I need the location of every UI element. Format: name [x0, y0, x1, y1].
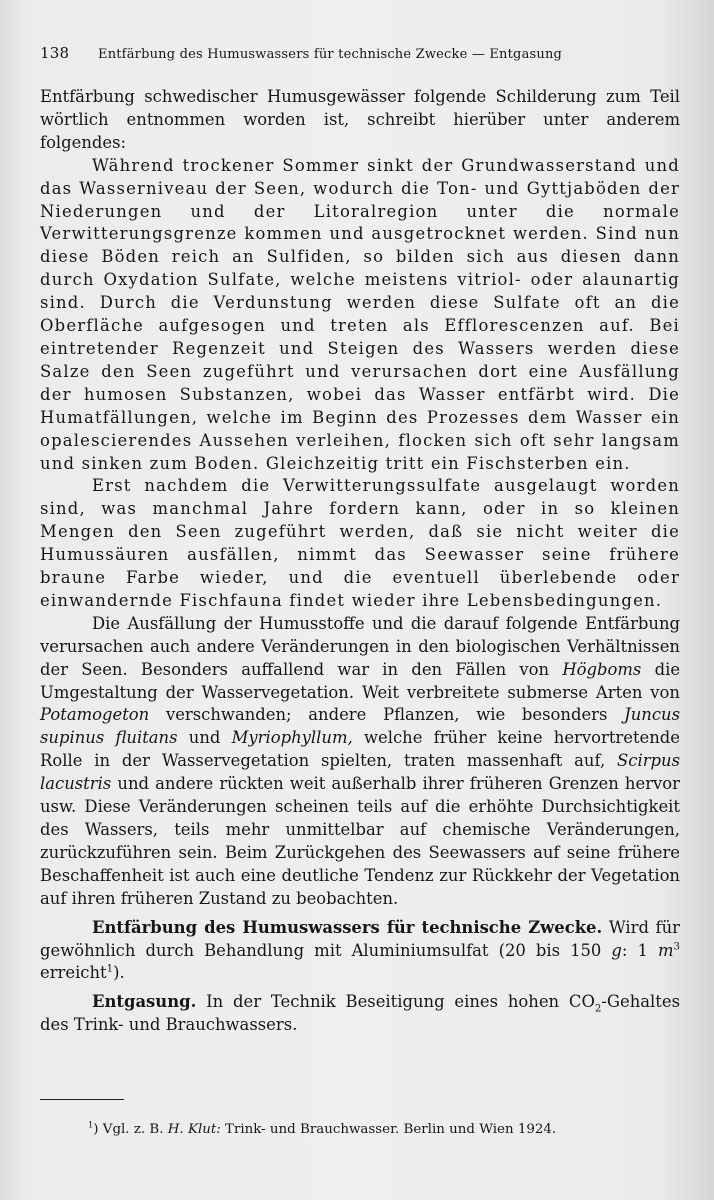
text-run: verschwanden; andere Pflanzen, wie besonders — [165, 705, 608, 725]
subscript: 2 — [594, 1003, 602, 1015]
section-heading: Entfärbung des Humuswassers für technische Zwecke. — [92, 917, 603, 937]
text-run: erreicht — [40, 963, 107, 983]
footnote-reference: 1 — [106, 963, 114, 975]
footnote-prefix: Vgl. z. B. — [102, 1122, 164, 1137]
paragraph-quote-drought: Während trockener Sommer sinkt der Grundwasserstand und das Wasserniveau der Seen, wodurch die Ton- und Gyttjaböden der Niederungen und der Litoralregion unter die normale Verwitterungsgrenze kommen und ausgetrocknet werden. Sind nun diese Böden reich an Sulfiden, so bilden sich aus diesen dann durch Oxydation Sulfate, welche meistens vitriol- oder alaunartig sind. Durch die Verdunstung werden diese Sulfate oft an die Oberfläche aufgesogen und treten als Efflorescenzen auf. Bei eintretender Regenzeit und Steigen des Wassers werden diese Salze den Seen zugeführt und verursachen dort eine Ausfällung der humosen Substanzen, wobei das Wasser entfärbt wird. Die Humatfällungen, welche im Beginn des Prozesses dem Wasser ein opalescierendes Aussehen verleihen, flocken sich oft sehr langsam und sinken zum Boden. Gleichzeitig tritt ein Fischsterben ein. — [40, 155, 680, 473]
text-run: und andere rückten weit außerhalb ihrer früheren Grenzen hervor usw. Diese Veränderungen scheinen teils auf die erhöhte Durchsichtigkeit des Wassers, teils mehr unmittelbar auf chemische Veränderungen, zurückzuführen sein. Beim Zurückgehen des Seewassers auf seine frühere Beschaffenheit ist auch eine deutliche Tendenz zur Rückkehr der Vegetation auf ihren früheren Zustand zu beobachten. — [40, 774, 680, 908]
footnote-marker: 1 — [88, 1119, 94, 1130]
running-head-title: Entfärbung des Humuswassers für technische Zwecke — Entgasung — [98, 47, 563, 62]
section-heading: Entgasung. — [92, 992, 197, 1012]
unit: m — [657, 940, 674, 960]
species-name: Myriophyllum, — [231, 728, 353, 748]
text-run: die Umgestaltung der Wasservegetation. Weit verbreitete submerse Arten von — [40, 659, 681, 702]
text-run: -Gehaltes des Trink- und Brauchwassers. — [40, 992, 680, 1035]
text-run: Wird für gewöhnlich durch Behandlung mit Aluminiumsulfat (20 bis 150 — [40, 917, 681, 960]
author-name: Högboms — [562, 659, 642, 679]
paragraph-quote-recovery: Erst nachdem die Verwitterungssulfate ausgelaugt worden sind, was manchmal Jahre fordern kann, oder in so kleinen Mengen den Seen zugeführt werden, daß sie nicht weiter die Humussäuren ausfällen, nimmt das Seewasser seine frühere braune Farbe wieder, und die eventuell überlebende oder einwandernde Fischfauna findet wieder ihre Lebensbedingungen. — [40, 476, 680, 610]
paragraph-continuation: Entfärbung schwedischer Humusgewässer folgende Schilderung zum Teil wörtlich entnommen worden ist, schreibt hierüber unter anderem folgendes: — [40, 87, 680, 152]
text-run: ). — [113, 963, 125, 983]
page-number: 138 — [40, 44, 70, 62]
unit: g — [611, 940, 622, 960]
exponent: 3 — [673, 941, 680, 953]
running-head — [40, 44, 680, 62]
paragraph-degassing — [40, 991, 680, 1037]
text-run: : 1 — [621, 940, 648, 960]
footnote-text: Trink- und Brauchwasser. Berlin und Wien 1924. — [225, 1122, 557, 1137]
footnote-author: H. Klut: — [167, 1122, 221, 1137]
species-name: Juncus supinus fluitans — [40, 705, 680, 748]
paragraph-technical-decoloring — [40, 917, 680, 986]
paragraph-vegetation — [40, 613, 680, 911]
footnote-paren: ) — [93, 1122, 99, 1137]
body-text — [40, 86, 680, 1037]
footnote — [88, 1121, 680, 1139]
text-run: welche früher keine hervortretende Rolle in der Wasservegetation spielten, traten massenhaft auf, — [40, 728, 681, 771]
text-run: Die Ausfällung der Humusstoffe und die darauf folgende Entfärbung verursachen auch andere Veränderungen in den biologischen Verhältnissen der Seen. Besonders auffallend war in den Fällen von — [40, 613, 680, 679]
species-name: Potamogeton — [40, 705, 150, 725]
footnote-rule — [40, 1099, 124, 1100]
text-run: und — [188, 728, 221, 748]
species-name: Scirpus lacustris — [40, 751, 680, 794]
text-run: In der Technik Beseitigung eines hohen CO — [206, 992, 595, 1012]
